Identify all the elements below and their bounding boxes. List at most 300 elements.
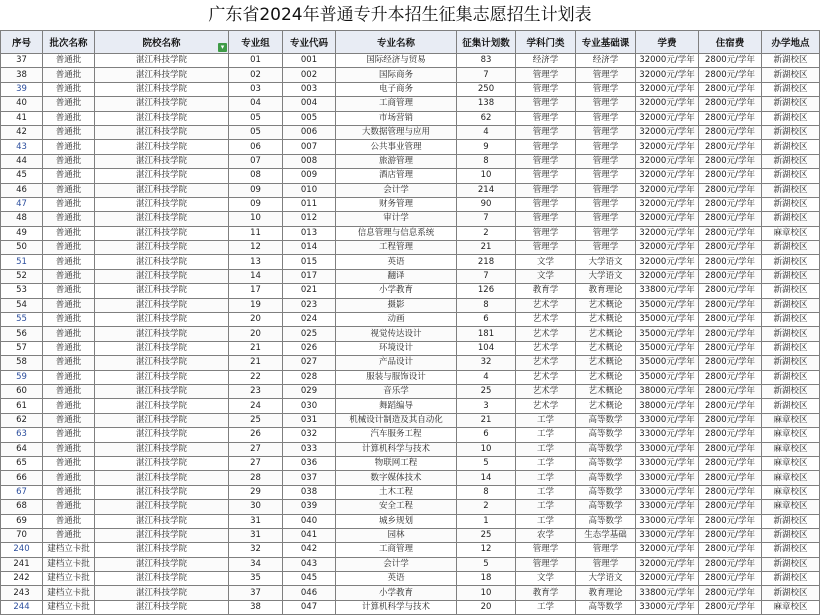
col-seq-cell[interactable]: 62 (1, 413, 43, 427)
col-discipline-cell[interactable]: 管理学 (516, 140, 576, 154)
table-row[interactable] (1, 269, 820, 283)
col-major-cell[interactable]: 会计学 (336, 557, 457, 571)
col-tuition-cell[interactable]: 33000元/学年 (636, 528, 699, 542)
table-row[interactable] (1, 471, 820, 485)
col-campus-cell[interactable]: 新湖校区 (762, 356, 820, 370)
col-group-cell[interactable]: 13 (229, 255, 283, 269)
col-discipline-cell[interactable]: 管理学 (516, 125, 576, 139)
col-code-cell[interactable]: 045 (283, 572, 336, 586)
col-seq-cell[interactable]: 65 (1, 456, 43, 470)
col-major-cell[interactable]: 财务管理 (336, 197, 457, 211)
col-major-cell[interactable]: 产品设计 (336, 356, 457, 370)
col-dorm-fee-cell[interactable]: 2800元/学年 (699, 500, 762, 514)
col-group-cell[interactable]: 09 (229, 183, 283, 197)
col-discipline-cell[interactable]: 管理学 (516, 557, 576, 571)
col-major-cell[interactable]: 土木工程 (336, 485, 457, 499)
table-row[interactable] (1, 413, 820, 427)
col-dorm-fee-cell[interactable]: 2800元/学年 (699, 125, 762, 139)
col-tuition-cell[interactable]: 32000元/学年 (636, 154, 699, 168)
col-school-cell[interactable]: 湛江科技学院 (95, 514, 229, 528)
col-tuition-cell[interactable]: 32000元/学年 (636, 255, 699, 269)
col-discipline-cell[interactable]: 工学 (516, 471, 576, 485)
col-basic-course-cell[interactable]: 管理学 (576, 557, 636, 571)
col-batch-cell[interactable]: 建档立卡批 (43, 600, 95, 614)
col-batch-cell[interactable]: 普通批 (43, 442, 95, 456)
col-school-cell[interactable]: 湛江科技学院 (95, 284, 229, 298)
col-basic-course-cell[interactable]: 艺术概论 (576, 327, 636, 341)
col-batch-cell[interactable]: 普通批 (43, 241, 95, 255)
col-group-cell[interactable]: 14 (229, 269, 283, 283)
col-group-header[interactable] (229, 31, 283, 54)
col-dorm-fee-cell[interactable]: 2800元/学年 (699, 226, 762, 240)
col-dorm-fee-cell[interactable]: 2800元/学年 (699, 313, 762, 327)
col-tuition-cell[interactable]: 32000元/学年 (636, 197, 699, 211)
col-code-cell[interactable]: 002 (283, 68, 336, 82)
col-basic-course-cell[interactable]: 艺术概论 (576, 313, 636, 327)
col-dorm-fee-cell[interactable]: 2800元/学年 (699, 68, 762, 82)
col-campus-cell[interactable]: 新湖校区 (762, 183, 820, 197)
col-basic-course-cell[interactable]: 管理学 (576, 154, 636, 168)
col-school-cell[interactable]: 湛江科技学院 (95, 485, 229, 499)
col-campus-cell[interactable]: 新湖校区 (762, 97, 820, 111)
col-major-cell[interactable]: 音乐学 (336, 384, 457, 398)
col-batch-cell[interactable]: 普通批 (43, 528, 95, 542)
col-tuition-cell[interactable]: 33000元/学年 (636, 413, 699, 427)
col-school-cell[interactable]: 湛江科技学院 (95, 413, 229, 427)
col-major-cell[interactable]: 信息管理与信息系统 (336, 226, 457, 240)
col-discipline-cell[interactable]: 管理学 (516, 169, 576, 183)
col-discipline-cell[interactable]: 艺术学 (516, 399, 576, 413)
col-batch-cell[interactable]: 建档立卡批 (43, 543, 95, 557)
col-campus-cell[interactable]: 新湖校区 (762, 68, 820, 82)
col-discipline-cell[interactable]: 管理学 (516, 183, 576, 197)
col-campus-cell[interactable]: 新湖校区 (762, 557, 820, 571)
col-basic-course-cell[interactable]: 大学语文 (576, 572, 636, 586)
col-seq-cell[interactable]: 53 (1, 284, 43, 298)
col-quota-cell[interactable]: 10 (457, 586, 516, 600)
col-dorm-fee-cell[interactable]: 2800元/学年 (699, 399, 762, 413)
col-group-cell[interactable]: 23 (229, 384, 283, 398)
col-code-cell[interactable]: 013 (283, 226, 336, 240)
col-seq-cell[interactable]: 63 (1, 428, 43, 442)
col-seq-cell[interactable]: 46 (1, 183, 43, 197)
col-tuition-cell[interactable]: 33000元/学年 (636, 600, 699, 614)
col-campus-cell[interactable]: 新湖校区 (762, 197, 820, 211)
col-major-cell[interactable]: 数字媒体技术 (336, 471, 457, 485)
col-dorm-fee-cell[interactable]: 2800元/学年 (699, 212, 762, 226)
col-discipline-cell[interactable]: 管理学 (516, 226, 576, 240)
col-dorm-fee-cell[interactable]: 2800元/学年 (699, 169, 762, 183)
col-tuition-cell[interactable]: 33000元/学年 (636, 442, 699, 456)
col-basic-course-cell[interactable]: 高等数学 (576, 413, 636, 427)
col-seq-cell[interactable]: 59 (1, 370, 43, 384)
table-row[interactable] (1, 500, 820, 514)
col-code-cell[interactable]: 011 (283, 197, 336, 211)
col-major-cell[interactable]: 大数据管理与应用 (336, 125, 457, 139)
col-dorm-fee-cell[interactable]: 2800元/学年 (699, 572, 762, 586)
col-discipline-cell[interactable]: 管理学 (516, 97, 576, 111)
col-dorm-fee-cell[interactable]: 2800元/学年 (699, 111, 762, 125)
table-row[interactable] (1, 226, 820, 240)
col-major-cell[interactable]: 公共事业管理 (336, 140, 457, 154)
col-basic-course-cell[interactable]: 艺术概论 (576, 370, 636, 384)
col-dorm-fee-cell[interactable]: 2800元/学年 (699, 413, 762, 427)
table-row[interactable] (1, 514, 820, 528)
table-row[interactable] (1, 183, 820, 197)
col-basic-course-cell[interactable]: 管理学 (576, 111, 636, 125)
col-batch-cell[interactable]: 普通批 (43, 255, 95, 269)
col-code-cell[interactable]: 027 (283, 356, 336, 370)
col-quota-cell[interactable]: 20 (457, 600, 516, 614)
col-seq-cell[interactable]: 49 (1, 226, 43, 240)
table-row[interactable] (1, 428, 820, 442)
col-discipline-cell[interactable]: 工学 (516, 514, 576, 528)
col-batch-cell[interactable]: 普通批 (43, 226, 95, 240)
col-batch-cell[interactable]: 普通批 (43, 68, 95, 82)
col-quota-cell[interactable]: 7 (457, 68, 516, 82)
col-seq-cell[interactable]: 60 (1, 384, 43, 398)
col-quota-cell[interactable]: 250 (457, 82, 516, 96)
col-basic-course-cell[interactable]: 管理学 (576, 212, 636, 226)
col-batch-cell[interactable]: 普通批 (43, 384, 95, 398)
col-campus-cell[interactable]: 新湖校区 (762, 54, 820, 68)
col-code-cell[interactable]: 025 (283, 327, 336, 341)
col-basic-course-cell[interactable]: 管理学 (576, 241, 636, 255)
col-tuition-cell[interactable]: 32000元/学年 (636, 572, 699, 586)
col-basic-course-cell[interactable]: 经济学 (576, 54, 636, 68)
col-group-cell[interactable]: 32 (229, 543, 283, 557)
col-dorm-fee-cell[interactable]: 2800元/学年 (699, 442, 762, 456)
col-code-cell[interactable]: 028 (283, 370, 336, 384)
table-row[interactable] (1, 557, 820, 571)
col-school-header[interactable] (95, 31, 229, 54)
col-tuition-cell[interactable]: 32000元/学年 (636, 111, 699, 125)
table-row[interactable] (1, 212, 820, 226)
col-campus-cell[interactable]: 麻章校区 (762, 226, 820, 240)
col-dorm-fee-cell[interactable]: 2800元/学年 (699, 97, 762, 111)
col-discipline-cell[interactable]: 艺术学 (516, 327, 576, 341)
col-school-cell[interactable]: 湛江科技学院 (95, 269, 229, 283)
col-discipline-cell[interactable]: 工学 (516, 413, 576, 427)
col-discipline-cell[interactable]: 文学 (516, 572, 576, 586)
col-code-cell[interactable]: 014 (283, 241, 336, 255)
col-school-cell[interactable]: 湛江科技学院 (95, 500, 229, 514)
col-batch-cell[interactable]: 普通批 (43, 399, 95, 413)
filter-icon[interactable]: ▾ (218, 43, 227, 52)
col-quota-cell[interactable]: 9 (457, 140, 516, 154)
col-quota-cell[interactable]: 6 (457, 313, 516, 327)
col-basic-course-cell[interactable]: 管理学 (576, 197, 636, 211)
col-discipline-cell[interactable]: 文学 (516, 269, 576, 283)
col-basic-course-cell[interactable]: 高等数学 (576, 514, 636, 528)
col-quota-cell[interactable]: 3 (457, 399, 516, 413)
col-group-cell[interactable]: 28 (229, 471, 283, 485)
col-basic-course-cell[interactable]: 高等数学 (576, 471, 636, 485)
col-major-cell[interactable]: 物联网工程 (336, 456, 457, 470)
col-discipline-cell[interactable]: 管理学 (516, 82, 576, 96)
col-quota-cell[interactable]: 12 (457, 543, 516, 557)
col-campus-cell[interactable]: 新湖校区 (762, 514, 820, 528)
col-batch-cell[interactable]: 普通批 (43, 197, 95, 211)
col-dorm-fee-cell[interactable]: 2800元/学年 (699, 471, 762, 485)
table-row[interactable] (1, 82, 820, 96)
col-group-cell[interactable]: 35 (229, 572, 283, 586)
col-code-cell[interactable]: 006 (283, 125, 336, 139)
col-quota-cell[interactable]: 8 (457, 485, 516, 499)
col-group-cell[interactable]: 30 (229, 500, 283, 514)
col-tuition-cell[interactable]: 32000元/学年 (636, 543, 699, 557)
col-dorm-fee-cell[interactable]: 2800元/学年 (699, 154, 762, 168)
col-discipline-cell[interactable]: 工学 (516, 500, 576, 514)
col-quota-cell[interactable]: 83 (457, 54, 516, 68)
col-basic-course-cell[interactable]: 生态学基础 (576, 528, 636, 542)
col-seq-cell[interactable]: 50 (1, 241, 43, 255)
col-code-cell[interactable]: 041 (283, 528, 336, 542)
col-dorm-fee-cell[interactable]: 2800元/学年 (699, 140, 762, 154)
col-dorm-fee-cell[interactable]: 2800元/学年 (699, 284, 762, 298)
col-major-cell[interactable]: 小学教育 (336, 586, 457, 600)
col-dorm-fee-cell[interactable]: 2800元/学年 (699, 514, 762, 528)
col-group-cell[interactable]: 06 (229, 140, 283, 154)
col-group-cell[interactable]: 22 (229, 370, 283, 384)
col-batch-cell[interactable]: 普通批 (43, 82, 95, 96)
col-school-cell[interactable]: 湛江科技学院 (95, 327, 229, 341)
col-discipline-cell[interactable]: 文学 (516, 255, 576, 269)
col-batch-cell[interactable]: 普通批 (43, 370, 95, 384)
col-seq-cell[interactable]: 39 (1, 82, 43, 96)
col-batch-cell[interactable]: 普通批 (43, 413, 95, 427)
col-code-cell[interactable]: 047 (283, 600, 336, 614)
col-dorm-fee-cell[interactable]: 2800元/学年 (699, 557, 762, 571)
col-campus-cell[interactable]: 新湖校区 (762, 586, 820, 600)
col-tuition-cell[interactable]: 33000元/学年 (636, 500, 699, 514)
col-dorm-fee-cell[interactable]: 2800元/学年 (699, 255, 762, 269)
col-major-cell[interactable]: 国际商务 (336, 68, 457, 82)
col-quota-cell[interactable]: 21 (457, 241, 516, 255)
col-group-cell[interactable]: 04 (229, 97, 283, 111)
col-dorm-fee-cell[interactable]: 2800元/学年 (699, 54, 762, 68)
col-quota-cell[interactable]: 8 (457, 154, 516, 168)
col-quota-cell[interactable]: 90 (457, 197, 516, 211)
col-seq-cell[interactable]: 66 (1, 471, 43, 485)
col-basic-course-cell[interactable]: 管理学 (576, 543, 636, 557)
col-campus-cell[interactable]: 新湖校区 (762, 255, 820, 269)
col-discipline-cell[interactable]: 艺术学 (516, 298, 576, 312)
col-group-cell[interactable]: 21 (229, 356, 283, 370)
col-tuition-cell[interactable]: 32000元/学年 (636, 557, 699, 571)
col-seq-cell[interactable]: 55 (1, 313, 43, 327)
col-seq-cell[interactable]: 56 (1, 327, 43, 341)
table-row[interactable] (1, 125, 820, 139)
col-tuition-cell[interactable]: 35000元/学年 (636, 341, 699, 355)
table-row[interactable] (1, 68, 820, 82)
col-quota-cell[interactable]: 7 (457, 212, 516, 226)
col-quota-cell[interactable]: 138 (457, 97, 516, 111)
col-group-cell[interactable]: 05 (229, 111, 283, 125)
col-group-cell[interactable]: 17 (229, 284, 283, 298)
col-code-cell[interactable]: 032 (283, 428, 336, 442)
col-tuition-cell[interactable]: 35000元/学年 (636, 327, 699, 341)
col-school-cell[interactable]: 湛江科技学院 (95, 212, 229, 226)
table-row[interactable] (1, 384, 820, 398)
col-campus-cell[interactable]: 新湖校区 (762, 313, 820, 327)
col-basic-course-cell[interactable]: 管理学 (576, 68, 636, 82)
col-code-cell[interactable]: 038 (283, 485, 336, 499)
col-seq-cell[interactable]: 64 (1, 442, 43, 456)
col-quota-cell[interactable]: 4 (457, 125, 516, 139)
col-campus-cell[interactable]: 麻章校区 (762, 428, 820, 442)
col-code-cell[interactable]: 005 (283, 111, 336, 125)
col-dorm-fee-cell[interactable]: 2800元/学年 (699, 269, 762, 283)
col-dorm-fee-cell[interactable]: 2800元/学年 (699, 456, 762, 470)
col-major-header[interactable] (336, 31, 457, 54)
col-batch-cell[interactable]: 普通批 (43, 327, 95, 341)
col-quota-cell[interactable]: 21 (457, 413, 516, 427)
table-row[interactable] (1, 54, 820, 68)
col-batch-cell[interactable]: 建档立卡批 (43, 586, 95, 600)
col-group-cell[interactable]: 12 (229, 241, 283, 255)
col-discipline-cell[interactable]: 管理学 (516, 154, 576, 168)
col-campus-cell[interactable]: 麻章校区 (762, 500, 820, 514)
col-campus-header[interactable] (762, 31, 820, 54)
col-code-cell[interactable]: 009 (283, 169, 336, 183)
table-row[interactable] (1, 528, 820, 542)
col-quota-cell[interactable]: 218 (457, 255, 516, 269)
col-code-cell[interactable]: 043 (283, 557, 336, 571)
col-tuition-cell[interactable]: 32000元/学年 (636, 125, 699, 139)
col-tuition-cell[interactable]: 35000元/学年 (636, 356, 699, 370)
col-code-cell[interactable]: 039 (283, 500, 336, 514)
col-school-cell[interactable]: 湛江科技学院 (95, 68, 229, 82)
col-campus-cell[interactable]: 麻章校区 (762, 456, 820, 470)
col-tuition-cell[interactable]: 32000元/学年 (636, 68, 699, 82)
table-row[interactable] (1, 456, 820, 470)
col-code-cell[interactable]: 004 (283, 97, 336, 111)
col-seq-cell[interactable]: 242 (1, 572, 43, 586)
col-seq-cell[interactable]: 48 (1, 212, 43, 226)
col-tuition-cell[interactable]: 33000元/学年 (636, 514, 699, 528)
col-seq-cell[interactable]: 40 (1, 97, 43, 111)
col-batch-header[interactable] (43, 31, 95, 54)
col-school-cell[interactable]: 湛江科技学院 (95, 442, 229, 456)
col-school-cell[interactable]: 湛江科技学院 (95, 557, 229, 571)
col-dorm-fee-cell[interactable]: 2800元/学年 (699, 543, 762, 557)
col-major-cell[interactable]: 工商管理 (336, 97, 457, 111)
col-code-cell[interactable]: 024 (283, 313, 336, 327)
col-major-cell[interactable]: 小学教育 (336, 284, 457, 298)
col-group-cell[interactable]: 31 (229, 514, 283, 528)
col-major-cell[interactable]: 计算机科学与技术 (336, 600, 457, 614)
col-code-cell[interactable]: 012 (283, 212, 336, 226)
col-major-cell[interactable]: 安全工程 (336, 500, 457, 514)
col-school-cell[interactable]: 湛江科技学院 (95, 399, 229, 413)
col-dorm-fee-cell[interactable]: 2800元/学年 (699, 341, 762, 355)
col-tuition-cell[interactable]: 33000元/学年 (636, 485, 699, 499)
col-basic-course-cell[interactable]: 教育理论 (576, 284, 636, 298)
col-discipline-cell[interactable]: 艺术学 (516, 384, 576, 398)
col-basic-course-cell[interactable]: 艺术概论 (576, 341, 636, 355)
col-quota-cell[interactable]: 5 (457, 456, 516, 470)
col-school-cell[interactable]: 湛江科技学院 (95, 97, 229, 111)
col-quota-cell[interactable]: 6 (457, 428, 516, 442)
col-campus-cell[interactable]: 麻章校区 (762, 413, 820, 427)
col-school-cell[interactable]: 湛江科技学院 (95, 384, 229, 398)
col-school-cell[interactable]: 湛江科技学院 (95, 82, 229, 96)
col-group-cell[interactable]: 05 (229, 125, 283, 139)
col-tuition-cell[interactable]: 35000元/学年 (636, 298, 699, 312)
col-basic-course-cell[interactable]: 大学语文 (576, 269, 636, 283)
col-seq-cell[interactable]: 244 (1, 600, 43, 614)
col-school-cell[interactable]: 湛江科技学院 (95, 226, 229, 240)
col-group-cell[interactable]: 01 (229, 54, 283, 68)
col-major-cell[interactable]: 动画 (336, 313, 457, 327)
col-school-cell[interactable]: 湛江科技学院 (95, 370, 229, 384)
col-code-cell[interactable]: 040 (283, 514, 336, 528)
table-row[interactable] (1, 586, 820, 600)
col-dorm-fee-cell[interactable]: 2800元/学年 (699, 82, 762, 96)
col-dorm-fee-cell[interactable]: 2800元/学年 (699, 183, 762, 197)
col-tuition-cell[interactable]: 32000元/学年 (636, 140, 699, 154)
col-batch-cell[interactable]: 普通批 (43, 212, 95, 226)
col-discipline-cell[interactable]: 艺术学 (516, 313, 576, 327)
col-batch-cell[interactable]: 普通批 (43, 313, 95, 327)
col-seq-cell[interactable]: 51 (1, 255, 43, 269)
col-batch-cell[interactable]: 普通批 (43, 169, 95, 183)
col-tuition-cell[interactable]: 33800元/学年 (636, 586, 699, 600)
col-basic-course-cell[interactable]: 管理学 (576, 125, 636, 139)
col-major-cell[interactable]: 旅游管理 (336, 154, 457, 168)
col-group-cell[interactable]: 25 (229, 413, 283, 427)
col-seq-cell[interactable]: 68 (1, 500, 43, 514)
col-seq-cell[interactable]: 44 (1, 154, 43, 168)
col-school-cell[interactable]: 湛江科技学院 (95, 255, 229, 269)
col-tuition-cell[interactable]: 33800元/学年 (636, 284, 699, 298)
col-major-cell[interactable]: 酒店管理 (336, 169, 457, 183)
col-campus-cell[interactable]: 麻章校区 (762, 600, 820, 614)
col-code-cell[interactable]: 046 (283, 586, 336, 600)
col-code-cell[interactable]: 010 (283, 183, 336, 197)
col-quota-cell[interactable]: 25 (457, 384, 516, 398)
col-code-cell[interactable]: 003 (283, 82, 336, 96)
col-discipline-cell[interactable]: 经济学 (516, 54, 576, 68)
col-group-cell[interactable]: 27 (229, 442, 283, 456)
col-school-cell[interactable]: 湛江科技学院 (95, 341, 229, 355)
col-discipline-cell[interactable]: 艺术学 (516, 356, 576, 370)
col-seq-cell[interactable]: 52 (1, 269, 43, 283)
col-batch-cell[interactable]: 普通批 (43, 97, 95, 111)
col-dorm-fee-cell[interactable]: 2800元/学年 (699, 586, 762, 600)
col-basic-course-cell[interactable]: 高等数学 (576, 442, 636, 456)
col-basic-course-cell[interactable]: 管理学 (576, 82, 636, 96)
col-dorm-fee-cell[interactable]: 2800元/学年 (699, 600, 762, 614)
col-major-cell[interactable]: 摄影 (336, 298, 457, 312)
col-tuition-cell[interactable]: 33000元/学年 (636, 428, 699, 442)
col-discipline-cell[interactable]: 工学 (516, 428, 576, 442)
col-campus-cell[interactable]: 新湖校区 (762, 169, 820, 183)
col-school-cell[interactable]: 湛江科技学院 (95, 197, 229, 211)
table-row[interactable] (1, 543, 820, 557)
col-tuition-cell[interactable]: 33000元/学年 (636, 456, 699, 470)
col-major-cell[interactable]: 翻译 (336, 269, 457, 283)
col-dorm-fee-cell[interactable]: 2800元/学年 (699, 370, 762, 384)
col-major-cell[interactable]: 环境设计 (336, 341, 457, 355)
col-campus-cell[interactable]: 新湖校区 (762, 399, 820, 413)
col-dorm-fee-cell[interactable]: 2800元/学年 (699, 428, 762, 442)
col-batch-cell[interactable]: 普通批 (43, 140, 95, 154)
table-row[interactable] (1, 169, 820, 183)
col-major-cell[interactable]: 会计学 (336, 183, 457, 197)
table-row[interactable] (1, 154, 820, 168)
